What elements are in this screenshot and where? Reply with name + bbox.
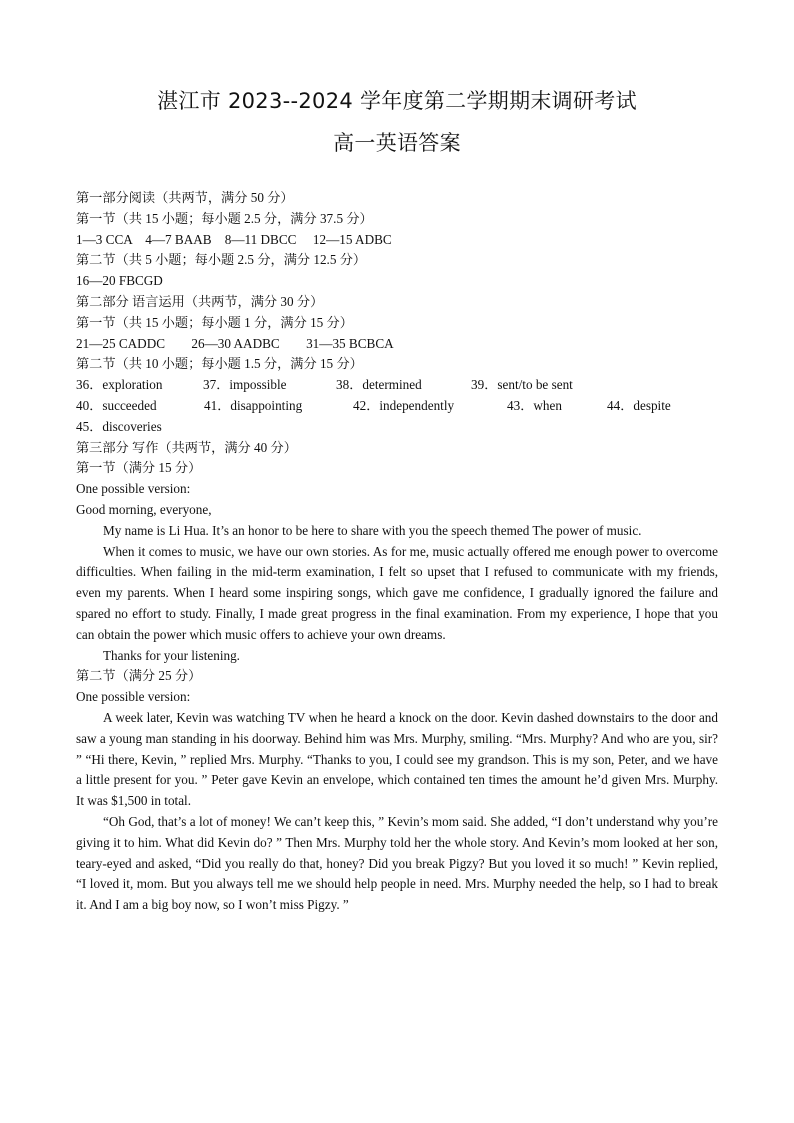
part1-section2-answers: 16—20 FBCGD [76, 273, 163, 289]
part2-section1-heading: 第一节（共 15 小题；每小题 1 分，满分 15 分） [76, 314, 353, 330]
part3-section1-heading: 第一节（满分 15 分） [76, 460, 202, 476]
fill-answer: 45．discoveries [76, 418, 162, 434]
page-title: 湛江市 2023--2024 学年度第二学期期末调研考试 [157, 89, 637, 113]
fill-answer: 37．impossible [203, 377, 287, 393]
part1-section2-heading: 第二节（共 5 小题；每小题 2.5 分，满分 12.5 分） [76, 252, 367, 268]
part3-section1-intro: One possible version: [76, 481, 191, 497]
part2-section2-heading: 第二节（共 10 小题；每小题 1.5 分，满分 15 分） [76, 356, 363, 372]
speech-paragraph: My name is Li Hua. It’s an honor to be here to share with you the speech themed The power of music. [103, 522, 642, 538]
fill-answer: 38．determined [336, 377, 422, 393]
fill-answers-row-1 [76, 375, 718, 396]
part3-section2-intro: One possible version: [76, 689, 191, 705]
fill-answer: 42．independently [353, 397, 455, 413]
fill-answer: 44．despite [607, 397, 671, 413]
fill-answer: 40．succeeded [76, 397, 157, 413]
story-paragraph: A week later, Kevin was watching TV when he heard a knock on the door. Kevin dashed downstairs to the door and saw a young man standing in his doorway. Behind him was Mrs. Murphy, smiling. “Mrs. Murphy? And who are you, sir? ” “Hi there, Kevin, ” replied Mrs. Murphy. “Thanks to you, I could see my grandson. This is my son, Peter, and we have a little present for you. ” Peter gave Kevin an envelope, which contained ten times the amount he’d given Mrs. Murphy. It was $1,500 in total. [76, 709, 718, 809]
speech-paragraph: Thanks for your listening. [103, 647, 240, 663]
fill-answers-row-3 [76, 417, 718, 438]
part3-heading: 第三部分 写作（共两节，满分 40 分） [76, 439, 297, 455]
part1-heading: 第一部分阅读（共两节，满分 50 分） [76, 190, 294, 205]
part3-section2-heading: 第二节（满分 25 分） [76, 668, 202, 684]
fill-answer: 43．when [507, 397, 562, 413]
answer-content [76, 188, 718, 916]
part2-section1-answers: 21—25 CADDC 26—30 AADBC 31—35 BCBCA [76, 335, 394, 351]
speech-paragraph: When it comes to music, we have our own stories. As for me, music actually offered me enough power to overcome difficulties. When failing in the mid-term examination, I felt so upset that I refused to communicate with my friends, even my parents. When I heard some inspiring songs, which gave me confidence, I gradually ignored the failure and spared no effort to study. Finally, I made great progress in the final examination. From my experience, I hope that you can obtain the power which music offers to achieve your own dreams. [76, 543, 718, 642]
story-paragraph: “Oh God, that’s a lot of money! We can’t keep this, ” Kevin’s mom said. She added, “I don’t understand why you’re giving it to him. What did Kevin do? ” Then Mrs. Murphy told her the whole story. And Kevin’s mom looked at her son, teary-eyed and asked, “Did you really do that, honey? Did you break Pigzy? But you loved it so much! ” Kevin replied, “I loved it, mom. But you always tell me we should help people in need. Mrs. Murphy needed the help, so I had to break it. And I am a big boy now, so I won’t miss Pigzy. ” [76, 813, 718, 913]
part1-section1-heading: 第一节（共 15 小题；每小题 2.5 分，满分 37.5 分） [76, 210, 373, 226]
fill-answers-row-2 [76, 396, 718, 417]
speech-greeting: Good morning, everyone, [76, 501, 212, 517]
fill-answer: 39．sent/to be sent [471, 377, 573, 393]
page-subtitle: 高一英语答案 [333, 131, 461, 155]
part2-heading: 第二部分 语言运用（共两节，满分 30 分） [76, 293, 324, 309]
fill-answer: 41．disappointing [204, 397, 303, 413]
part1-section1-answers: 1—3 CCA 4—7 BAAB 8—11 DBCC 12—15 ADBC [76, 231, 392, 247]
fill-answer: 36．exploration [76, 377, 163, 393]
